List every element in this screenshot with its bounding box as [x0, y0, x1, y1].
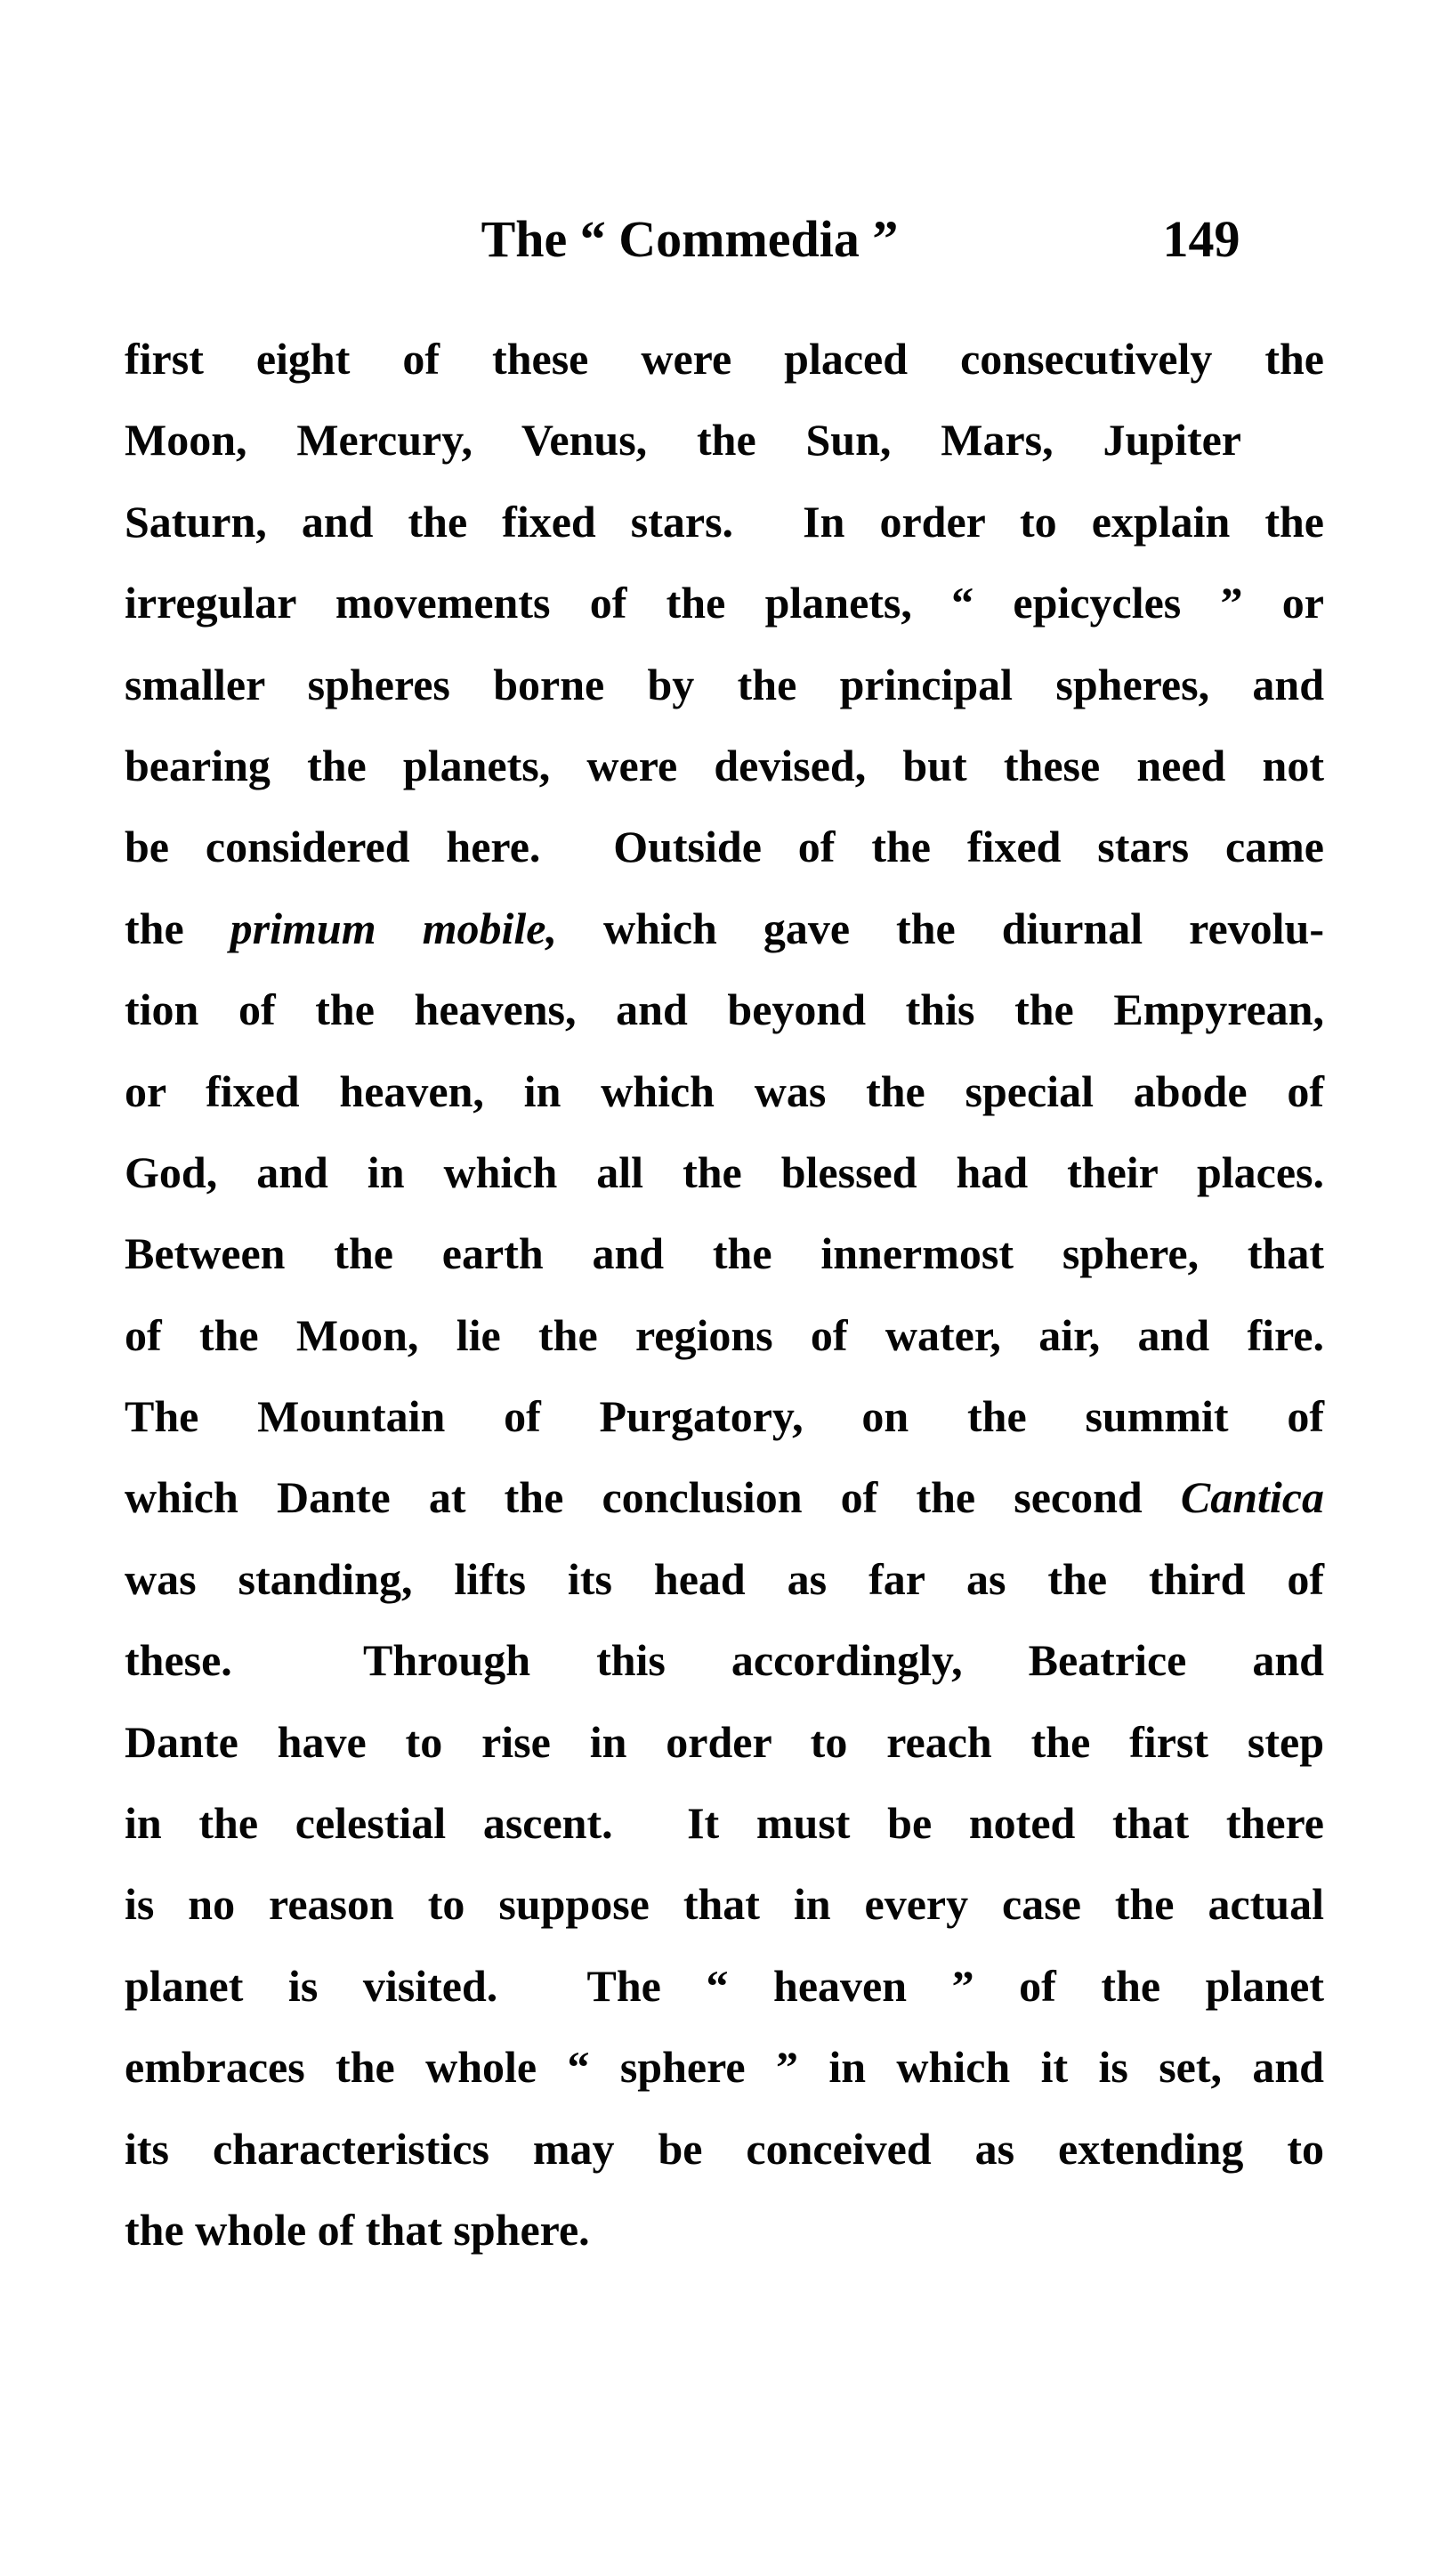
text-segment: tion of the heavens, and beyond this the Empyrean,: [125, 984, 1324, 1035]
text-segment: God, and in which all the blessed had their places.: [125, 1146, 1324, 1197]
text-segment: Dante have to rise in order to reach the first step: [125, 1716, 1324, 1767]
text-line: [125, 1946, 1324, 2027]
text-line: [125, 1620, 1324, 1701]
text-line: [125, 1783, 1324, 1864]
text-segment: embraces the whole “ sphere ” in which it is set, and: [125, 2042, 1324, 2093]
text-segment: be considered here. Outside of the fixed stars came: [125, 822, 1324, 872]
text-line: [125, 806, 1324, 887]
text-segment: Between the earth and the innermost sphere, that: [125, 1228, 1324, 1279]
text-line: [125, 1213, 1324, 1294]
text-segment: the whole of that sphere.: [125, 2204, 590, 2255]
running-header: [0, 0, 1438, 303]
text-line: [125, 563, 1324, 644]
text-segment: the: [125, 903, 230, 953]
text-line: [125, 888, 1324, 969]
text-segment: smaller spheres borne by the principal spheres, and: [125, 659, 1324, 709]
text-line: [125, 1295, 1324, 1376]
page-body: [125, 319, 1324, 2271]
text-line: [125, 969, 1324, 1050]
text-segment: Saturn, and the fixed stars. In order to explain the: [125, 496, 1324, 547]
text-line: [125, 1132, 1324, 1213]
text-line: [125, 2190, 1324, 2271]
italic-text-segment: primum mobile,: [230, 903, 557, 953]
text-line: [125, 2027, 1324, 2108]
text-segment: of the Moon, lie the regions of water, air, and fire.: [125, 1309, 1324, 1360]
text-line: [125, 1864, 1324, 1945]
text-line: [125, 1702, 1324, 1783]
text-segment: its characteristics may be conceived as extending to: [125, 2123, 1324, 2174]
text-segment: is no reason to suppose that in every case the actual: [125, 1879, 1324, 1930]
text-segment: was standing, lifts its head as far as the third of: [125, 1553, 1324, 1604]
text-line: [125, 1376, 1324, 1457]
running-header-title: The “ Commedia ”: [481, 210, 899, 268]
text-segment: planet is visited. The “ heaven ” of the planet: [125, 1960, 1324, 2011]
text-line: [125, 725, 1324, 806]
text-line: [125, 400, 1241, 481]
text-line: [125, 319, 1324, 400]
text-segment: first eight of these were placed consecutively the: [125, 334, 1324, 384]
text-segment: Moon, Mercury, Venus, the Sun, Mars, Jupiter: [125, 415, 1241, 466]
text-line: [125, 482, 1324, 563]
text-segment: or fixed heaven, in which was the special abode of: [125, 1065, 1324, 1116]
text-line: [125, 2109, 1324, 2190]
text-line: [125, 1539, 1324, 1620]
page-number: 149: [1162, 210, 1240, 268]
text-segment: The Mountain of Purgatory, on the summit of: [125, 1391, 1324, 1442]
text-segment: which gave the diurnal revolu-: [557, 903, 1324, 953]
text-segment: bearing the planets, were devised, but these need not: [125, 740, 1324, 790]
text-segment: in the celestial ascent. It must be noted that there: [125, 1798, 1324, 1849]
text-line: [125, 1051, 1324, 1132]
text-line: [125, 1457, 1324, 1538]
text-line: [125, 644, 1324, 725]
text-segment: irregular movements of the planets, “ epicycles ” or: [125, 578, 1324, 628]
text-segment: these. Through this accordingly, Beatrice and: [125, 1635, 1324, 1686]
italic-text-segment: Cantica: [1180, 1472, 1324, 1523]
text-segment: which Dante at the conclusion of the second: [125, 1472, 1181, 1523]
